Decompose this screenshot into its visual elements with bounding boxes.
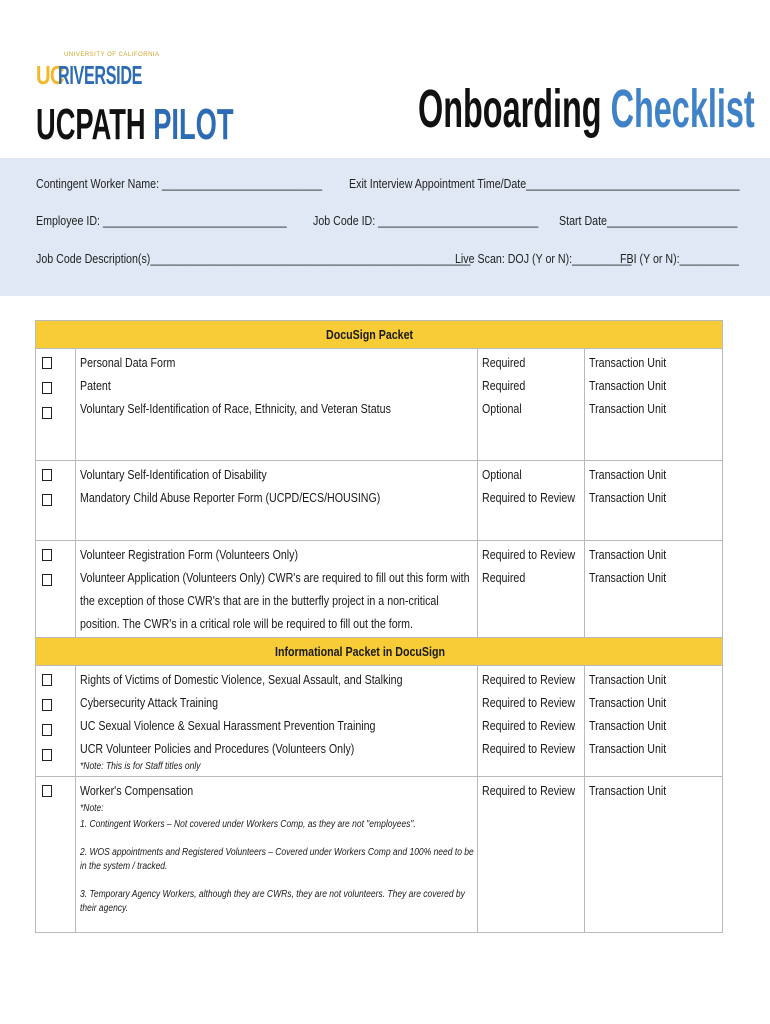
- section-title: Informational Packet in DocuSign: [275, 644, 446, 659]
- checkbox[interactable]: [42, 382, 52, 394]
- item-name: Voluntary Self-Identification of Disability: [80, 467, 267, 482]
- item-unit: Transaction Unit: [589, 783, 667, 798]
- job-code-description-field[interactable]: Job Code Description(s)______________________________________________________: [36, 251, 471, 266]
- item-name: UC Sexual Violence & Sexual Harassment Prevention Training: [80, 718, 376, 733]
- item-requirement: Required to Review: [482, 741, 576, 756]
- item-requirement: Required to Review: [482, 718, 576, 733]
- item-requirement: Optional: [482, 401, 522, 416]
- item-name: Rights of Victims of Domestic Violence, Sexual Assault, and Stalking: [80, 672, 403, 687]
- item-unit: Transaction Unit: [589, 467, 667, 482]
- item-unit: Transaction Unit: [589, 547, 667, 562]
- item-name: Cybersecurity Attack Training: [80, 695, 219, 710]
- checkbox[interactable]: [42, 469, 52, 481]
- checkbox[interactable]: [42, 494, 52, 506]
- item-unit: Transaction Unit: [589, 741, 667, 756]
- item-requirement: Required to Review: [482, 547, 576, 562]
- item-note: 2. WOS appointments and Registered Volunteers – Covered under Workers Comp and 100% need to be in the system / tracked.: [80, 847, 474, 872]
- item-name: Personal Data Form: [80, 355, 176, 370]
- item-name: Mandatory Child Abuse Reporter Form (UCPD/ECS/HOUSING): [80, 490, 381, 505]
- employee-id-field[interactable]: Employee ID: _______________________________: [36, 213, 287, 228]
- page-title: [418, 78, 755, 140]
- checkbox[interactable]: [42, 549, 52, 561]
- start-date-field[interactable]: Start Date______________________: [559, 213, 738, 228]
- section-title: DocuSign Packet: [325, 327, 413, 342]
- table-row: [36, 541, 723, 638]
- checkbox[interactable]: [42, 699, 52, 711]
- item-note: 1. Contingent Workers – Not covered under Workers Comp, as they are not "employees".: [80, 819, 416, 830]
- item-unit: Transaction Unit: [589, 718, 667, 733]
- item-unit: Transaction Unit: [589, 378, 667, 393]
- item-name: UCR Volunteer Policies and Procedures (Volunteers Only): [80, 741, 355, 756]
- checkbox[interactable]: [42, 574, 52, 586]
- item-note: 3. Temporary Agency Workers, although they are CWRs, they are not volunteers. They are covered by their agency.: [80, 889, 465, 914]
- item-unit: Transaction Unit: [589, 401, 667, 416]
- section-header: [36, 321, 723, 349]
- program-title-part2: PILOT: [153, 100, 234, 149]
- table-row: [36, 461, 723, 541]
- logo-riverside: RIVERSIDE: [58, 60, 143, 90]
- fbi-field[interactable]: FBI (Y or N):__________: [620, 251, 739, 266]
- checkbox[interactable]: [42, 357, 52, 369]
- logo-uc: UC: [36, 60, 64, 90]
- section-header: [36, 638, 723, 666]
- table-row: [36, 349, 723, 461]
- checkbox[interactable]: [42, 674, 52, 686]
- live-scan-field[interactable]: Live Scan: DOJ (Y or N):__________: [455, 251, 632, 266]
- program-title: [36, 100, 234, 150]
- worker-info-panel: [0, 158, 770, 296]
- item-unit: Transaction Unit: [589, 672, 667, 687]
- logo-subtitle: UNIVERSITY OF CALIFORNIA: [64, 52, 160, 58]
- item-requirement: Required to Review: [482, 783, 576, 798]
- item-name: Voluntary Self-Identification of Race, Ethnicity, and Veteran Status: [80, 401, 391, 416]
- item-name: Volunteer Application (Volunteers Only) CWR's are required to fill out this form with the exception of those CWR's that are in the butterfly project in a non-critical position. The CWR's in a critical role will be required to fill out the form.: [80, 570, 470, 631]
- page-title-part2: Checklist: [610, 79, 755, 139]
- contingent-worker-name-field[interactable]: Contingent Worker Name: ___________________________: [36, 176, 323, 191]
- table-row: [36, 666, 723, 777]
- exit-interview-field[interactable]: Exit Interview Appointment Time/Date____________________________________: [349, 176, 740, 191]
- item-name: Volunteer Registration Form (Volunteers Only): [80, 547, 299, 562]
- item-name: Patent: [80, 378, 111, 393]
- page-title-part1: Onboarding: [418, 79, 602, 139]
- checkbox[interactable]: [42, 407, 52, 419]
- item-requirement: Optional: [482, 467, 522, 482]
- item-unit: Transaction Unit: [589, 695, 667, 710]
- item-note: *Note: This is for Staff titles only: [80, 761, 201, 772]
- item-name: Worker's Compensation: [80, 783, 194, 798]
- table-row: [36, 777, 723, 933]
- item-requirement: Required to Review: [482, 695, 576, 710]
- job-code-id-field[interactable]: Job Code ID: ___________________________: [313, 213, 539, 228]
- item-note: *Note:: [80, 803, 104, 814]
- item-requirement: Required to Review: [482, 490, 576, 505]
- item-unit: Transaction Unit: [589, 570, 667, 585]
- checkbox[interactable]: [42, 724, 52, 736]
- checklist-table: [35, 320, 723, 933]
- checkbox[interactable]: [42, 785, 52, 797]
- checkbox[interactable]: [42, 749, 52, 761]
- item-unit: Transaction Unit: [589, 490, 667, 505]
- item-requirement: Required: [482, 378, 526, 393]
- item-unit: Transaction Unit: [589, 355, 667, 370]
- item-requirement: Required: [482, 355, 526, 370]
- program-title-part1: UCPATH: [36, 100, 146, 149]
- item-requirement: Required to Review: [482, 672, 576, 687]
- item-requirement: Required: [482, 570, 526, 585]
